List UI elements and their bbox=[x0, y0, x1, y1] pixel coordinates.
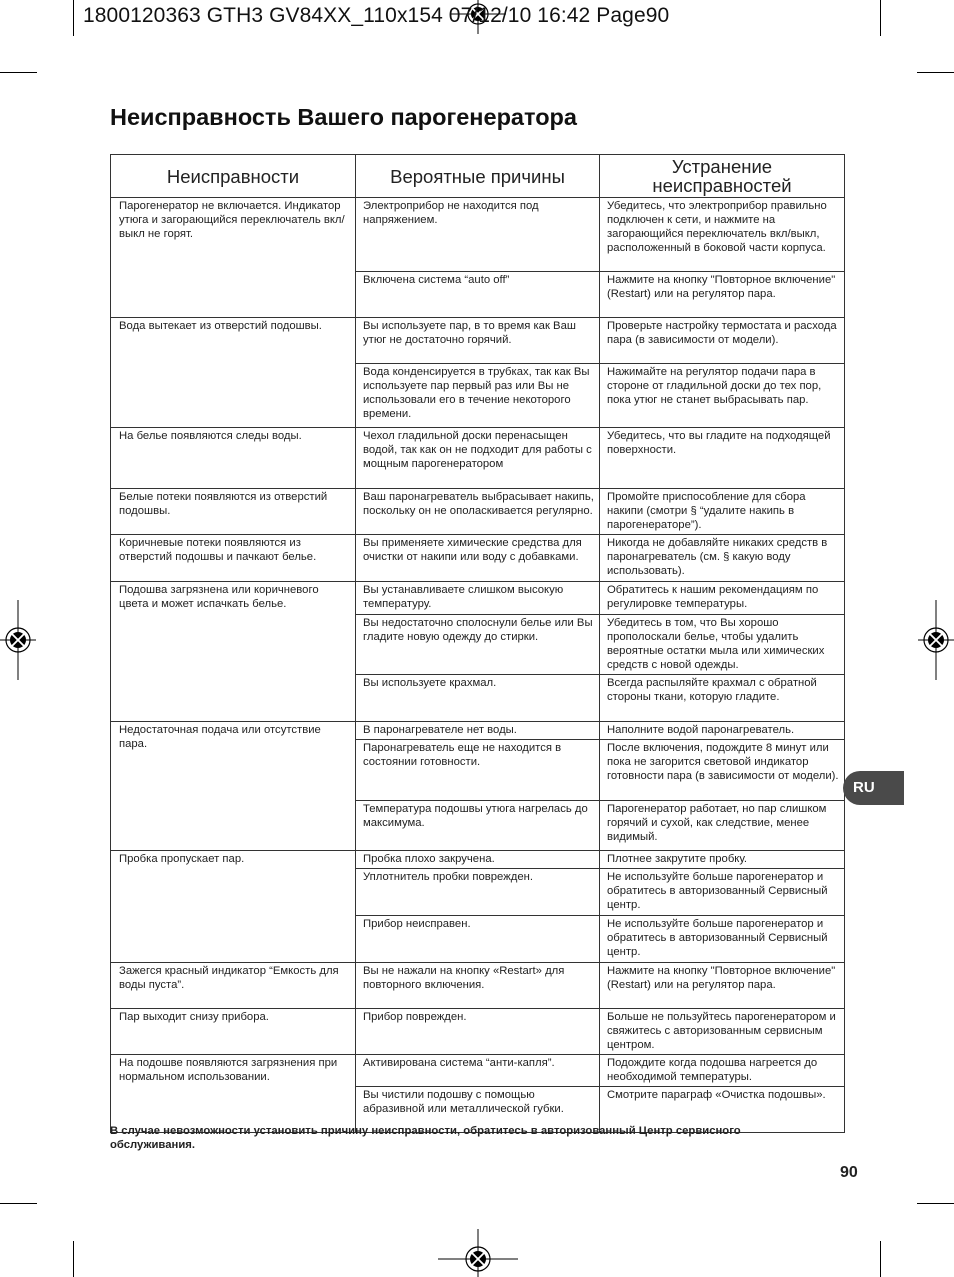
crop-mark bbox=[880, 0, 881, 36]
problem-cell: Недостаточная подача или отсутствие пара. bbox=[111, 722, 356, 851]
cause-cell: Активирована система “анти-капля”. bbox=[356, 1055, 600, 1087]
cause-cell: Вы чистили подошву с помощью абразивной или металлической губки. bbox=[356, 1087, 600, 1133]
problem-cell: Вода вытекает из отверстий подошвы. bbox=[111, 318, 356, 428]
cause-cell: Вы недостаточно сполоснули белье или Вы гладите новую одежду до стирки. bbox=[356, 615, 600, 675]
solution-cell: Всегда распыляйте крахмал с обратной стороны ткани, которую гладите. bbox=[600, 675, 845, 722]
cause-cell: Вы не нажали на кнопку «Restart» для повторного включения. bbox=[356, 963, 600, 1009]
cause-cell: Паронагреватель еще не находится в состоянии готовности. bbox=[356, 740, 600, 801]
table-row bbox=[111, 1055, 845, 1087]
problem-cell: Подошва загрязнена или коричневого цвета и может испачкать белье. bbox=[111, 582, 356, 722]
solution-cell: После включения, подождите 8 минут или пока не загорится световой индикатор готовности пара (в зависимости от модели). bbox=[600, 740, 845, 801]
table-row bbox=[111, 722, 845, 740]
page-number: 90 bbox=[840, 1164, 858, 1181]
problem-cell: На подошве появляются загрязнения при нормальном использовании. bbox=[111, 1055, 356, 1133]
solution-cell: Смотрите параграф «Очистка подошвы». bbox=[600, 1087, 845, 1133]
problem-cell: Коричневые потеки появляются из отверстий подошвы и пачкают белье. bbox=[111, 535, 356, 582]
crop-mark bbox=[0, 1203, 37, 1204]
solution-cell: Промойте приспособление для сбора накипи (смотри § “удалите накипь в парогенераторе”). bbox=[600, 489, 845, 535]
cause-cell: Ваш паронагреватель выбрасывает накипь, поскольку он не ополаскивается регулярно. bbox=[356, 489, 600, 535]
crop-mark bbox=[917, 1203, 954, 1204]
problem-cell: Зажегся красный индикатор “Емкость для воды пуста”. bbox=[111, 963, 356, 1009]
table-row bbox=[111, 198, 845, 272]
cause-cell: Вы используете пар, в то время как Ваш утюг не достаточно горячий. bbox=[356, 318, 600, 364]
crop-mark bbox=[880, 1241, 881, 1277]
cause-cell: Пробка плохо закручена. bbox=[356, 851, 600, 869]
table-row bbox=[111, 489, 845, 535]
cause-cell: Прибор поврежден. bbox=[356, 1009, 600, 1055]
problem-cell: Пробка пропускает пар. bbox=[111, 851, 356, 963]
crop-mark bbox=[917, 72, 954, 73]
column-header: Вероятные причины bbox=[356, 155, 600, 198]
cause-cell: Вода конденсируется в трубках, так как Вы используете пар первый раз или Вы не использовали его в течение некоторого времени. bbox=[356, 364, 600, 428]
cause-cell: Электроприбор не находится под напряжением. bbox=[356, 198, 600, 272]
solution-cell: Обратитесь к нашим рекомендациям по регулировке температуры. bbox=[600, 582, 845, 615]
cause-cell: Прибор неисправен. bbox=[356, 916, 600, 963]
solution-cell: Больше не пользуйтесь парогенератором и свяжитесь с авторизованным сервисным центром. bbox=[600, 1009, 845, 1055]
solution-cell: Нажмите на кнопку "Повторное включение" (Restart) или на регулятор пара. bbox=[600, 272, 845, 318]
problem-cell: Белые потеки появляются из отверстий подошвы. bbox=[111, 489, 356, 535]
cause-cell: Температура подошвы утюга нагрелась до максимума. bbox=[356, 801, 600, 851]
solution-cell: Плотнее закрутите пробку. bbox=[600, 851, 845, 869]
table-header-row bbox=[111, 155, 845, 198]
problem-cell: Парогенератор не включается. Индикатор утюга и загорающийся переключатель вкл/выкл не горят. bbox=[111, 198, 356, 318]
cause-cell: Включена система “auto off” bbox=[356, 272, 600, 318]
solution-cell: Парогенератор работает, но пар слишком горячий и сухой, как следствие, менее видимый. bbox=[600, 801, 845, 851]
table-row bbox=[111, 428, 845, 489]
column-header: Неисправности bbox=[111, 155, 356, 198]
page-title: Неисправность Вашего парогенератора bbox=[110, 104, 577, 130]
language-tab: RU bbox=[843, 771, 904, 805]
crop-mark bbox=[0, 72, 37, 73]
solution-cell: Убедитесь, что электроприбор правильно подключен к сети, и нажмите на загорающийся переключатель вкл/выкл, расположенный в боковой части корпуса. bbox=[600, 198, 845, 272]
footnote: В случае невозможности установить причину неисправности, обратитесь в авторизованный Центр сервисного обслуживания. bbox=[110, 1125, 741, 1151]
cause-cell: Вы применяете химические средства для очистки от накипи или воду с добавками. bbox=[356, 535, 600, 582]
cause-cell: Уплотнитель пробки поврежден. bbox=[356, 869, 600, 916]
registration-mark-icon bbox=[918, 600, 954, 680]
crop-mark bbox=[73, 1241, 74, 1277]
registration-mark-icon bbox=[438, 1229, 518, 1277]
cause-cell: Чехол гладильной доски перенасыщен водой, так как он не подходит для работы с мощным парогенератором bbox=[356, 428, 600, 489]
solution-cell: Наполните водой паронагреватель. bbox=[600, 722, 845, 740]
solution-cell: Не используйте больше парогенератор и обратитесь в авторизованный Сервисный центр. bbox=[600, 916, 845, 963]
table-row bbox=[111, 582, 845, 615]
cause-cell: Вы устанавливаете слишком высокую температуру. bbox=[356, 582, 600, 615]
registration-mark-icon bbox=[0, 600, 36, 680]
solution-cell: Убедитесь, что вы гладите на подходящей поверхности. bbox=[600, 428, 845, 489]
solution-cell: Проверьте настройку термостата и расхода пара (в зависимости от модели). bbox=[600, 318, 845, 364]
solution-cell: Не используйте больше парогенератор и обратитесь в авторизованный Сервисный центр. bbox=[600, 869, 845, 916]
solution-cell: Нажмите на кнопку "Повторное включение" (Restart) или на регулятор пара. bbox=[600, 963, 845, 1009]
solution-cell: Нажимайте на регулятор подачи пара в стороне от гладильной доски до тех пор, пока утюг не станет выбрасывать пар. bbox=[600, 364, 845, 428]
troubleshooting-table bbox=[110, 154, 845, 1133]
column-header: Устранение неисправностей bbox=[600, 155, 845, 198]
print-header: 1800120363 GTH3 GV84XX_110x154 07/12/10 16:42 Page90 bbox=[83, 4, 670, 27]
cause-cell: Вы используете крахмал. bbox=[356, 675, 600, 722]
solution-cell: Убедитесь в том, что Вы хорошо прополоскали белье, чтобы удалить вероятные остатки мыла или химических средств с новой одежды. bbox=[600, 615, 845, 675]
table-row bbox=[111, 1009, 845, 1055]
problem-cell: На белье появляются следы воды. bbox=[111, 428, 356, 489]
cause-cell: В паронагревателе нет воды. bbox=[356, 722, 600, 740]
solution-cell: Подождите когда подошва нагреется до необходимой температуры. bbox=[600, 1055, 845, 1087]
table-row bbox=[111, 963, 845, 1009]
table-row bbox=[111, 318, 845, 364]
crop-mark bbox=[73, 0, 74, 36]
problem-cell: Пар выходит снизу прибора. bbox=[111, 1009, 356, 1055]
solution-cell: Никогда не добавляйте никаких средств в паронагреватель (см. § какую воду использовать). bbox=[600, 535, 845, 582]
table-row bbox=[111, 851, 845, 869]
table-row bbox=[111, 535, 845, 582]
